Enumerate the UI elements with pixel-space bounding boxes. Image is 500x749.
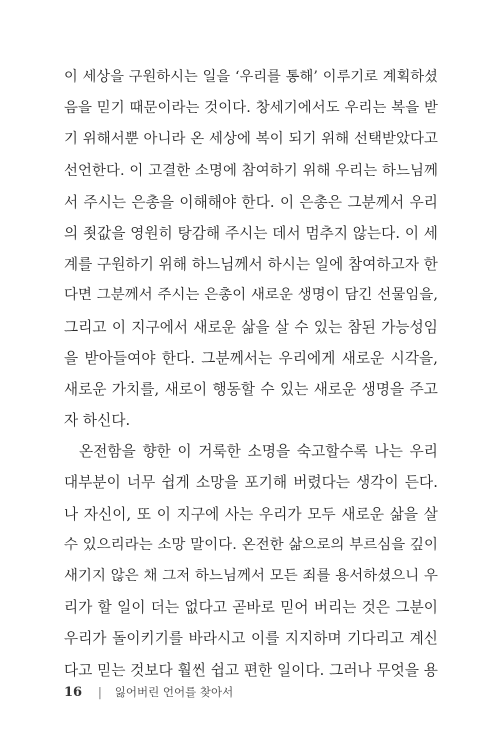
footer-separator: | [97,685,102,699]
text-line: 음을 믿기 때문이라는 것이다. 창세기에서도 우리는 복을 받 [64,100,438,117]
page-footer [64,684,233,701]
body-text [64,62,438,686]
text-line: 을 받아들여야 한다. 그분께서는 우리에게 새로운 시각을, [64,349,438,367]
page-number: 16 [64,685,83,700]
text-line: 나 자신이, 또 이 지구에 사는 우리가 모두 새로운 삶을 살 [64,505,438,523]
text-line: 다고 믿는 것보다 훨씬 쉽고 편한 일이다. 그러나 무엇을 용 [64,661,438,679]
text-line: 그리고 이 지구에서 새로운 삶을 살 수 있는 참된 가능성임 [64,318,438,336]
text-line: 자 하신다. [64,412,131,430]
text-line: 다면 그분께서 주시는 은총이 새로운 생명이 담긴 선물임을, [64,287,438,304]
text-line: 선언한다. 이 고결한 소명에 참여하기 위해 우리는 하느님께 [64,162,438,179]
text-line: 새기지 않은 채 그저 하느님께서 모든 죄를 용서하셨으니 우 [64,568,438,584]
text-line: 온전함을 향한 이 거룩한 소명을 숙고할수록 나는 우리 [79,443,438,461]
text-line: 새로운 가치를, 새로이 행동할 수 있는 새로운 생명을 주고 [64,380,438,398]
text-line: 이 세상을 구원하시는 일을 ‘우리를 통해’ 이루기로 계획하셨 [64,69,438,85]
paragraph-1 [64,62,438,436]
text-line: 우리가 돌이키기를 바라시고 이를 지지하며 기다리고 계신 [64,630,438,648]
text-line: 기 위해서뿐 아니라 온 세상에 복이 되기 위해 선택받았다고 [64,131,438,148]
text-line: 리가 할 일이 더는 없다고 곧바로 믿어 버리는 것은 그분이 [64,599,438,617]
text-line: 대부분이 너무 쉽게 소망을 포기해 버렸다는 생각이 든다. [64,474,438,492]
text-line: 의 죗값을 영원히 탕감해 주시는 데서 멈추지 않는다. 이 세 [64,224,438,242]
text-line: 서 주시는 은총을 이해해야 한다. 이 은총은 그분께서 우리 [64,193,438,211]
text-line: 계를 구원하기 위해 하느님께서 하시는 일에 참여하고자 한 [64,256,438,274]
text-line: 수 있으리라는 소망 말이다. 온전한 삶으로의 부르심을 깊이 [64,536,438,553]
paragraph-2 [64,436,438,686]
running-title: 잃어버린 언어를 찾아서 [114,685,234,699]
